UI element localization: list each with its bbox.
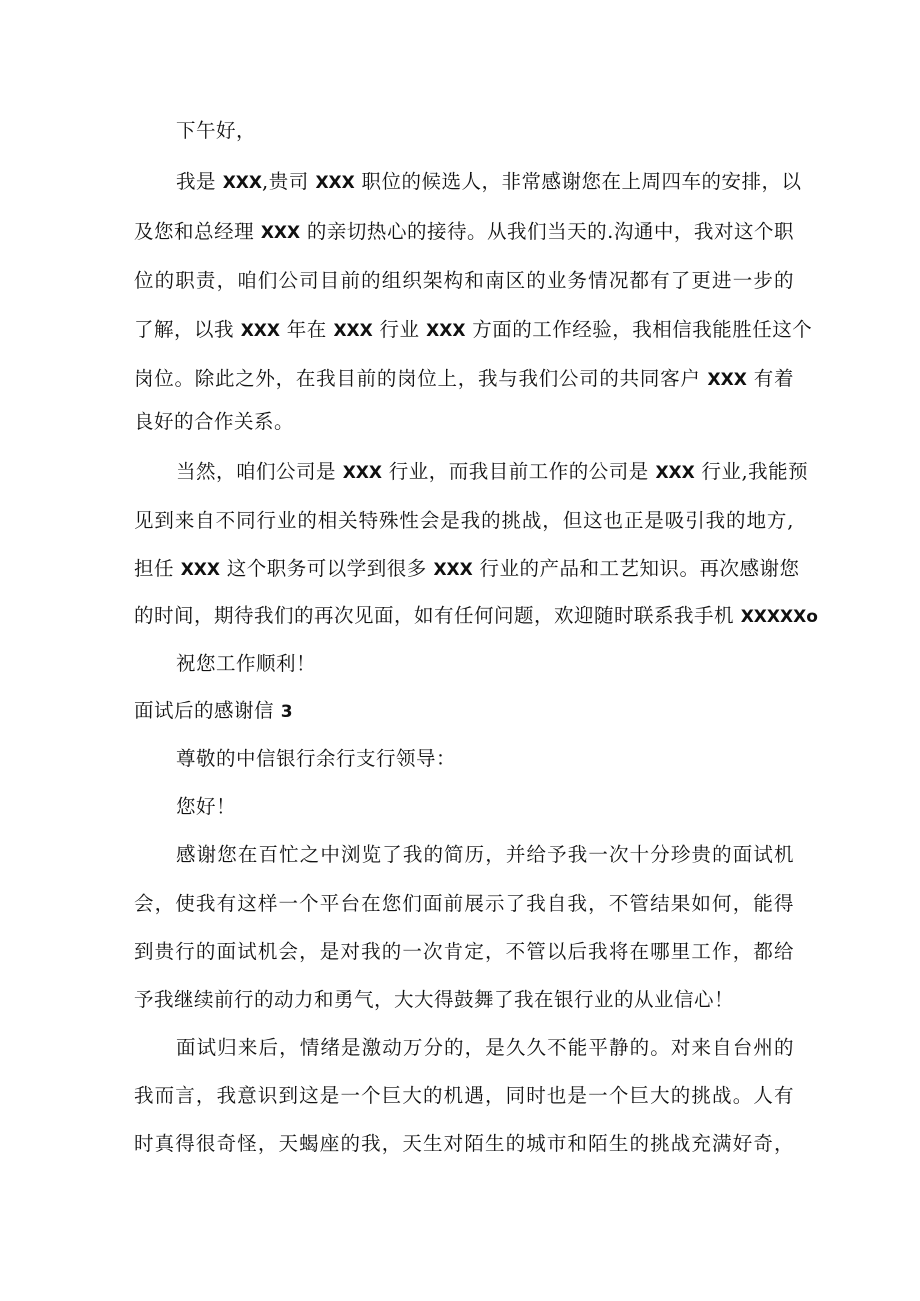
placeholder-token: XXX [342, 463, 383, 483]
paragraph-1-line-5: 岗位。除此之外，在我目前的岗位上，我与我们公司的共同客户 XXX 有着 [134, 367, 794, 390]
greeting-2-line: 您好！ [176, 795, 237, 818]
placeholder-token: XXX [260, 223, 301, 243]
placeholder-token: XXXXXo [740, 607, 818, 627]
placeholder-token: XXX [315, 173, 355, 193]
paragraph-4-line-3: 时真得很奇怪，天蝎座的我，天生对陌生的城市和陌生的挑战充满好奇， [134, 1132, 794, 1155]
placeholder-token: XXX [655, 463, 695, 483]
paragraph-3-line-1: 感谢您在百忙之中浏览了我的简历，并给予我一次十分珍贵的面试机 [176, 843, 794, 866]
paragraph-1-line-4: 了解，以我 XXX 年在 XXX 行业 XXX 方面的工作经验，我相信我能胜任这个 [134, 318, 813, 341]
paragraph-2-line-1: 当然，咱们公司是 XXX 行业，而我目前工作的公司是 XXX 行业,我能预 [176, 460, 809, 483]
paragraph-2-line-3: 担任 XXX 这个职务可以学到很多 XXX 行业的产品和工艺知识。再次感谢您 [134, 557, 800, 580]
paragraph-1-line-2: 及您和总经理 XXX 的亲切热心的接待。从我们当天的.沟通中，我对这个职 [134, 220, 794, 243]
paragraph-4-line-2: 我而言，我意识到这是一个巨大的机遇，同时也是一个巨大的挑战。人有 [134, 1084, 794, 1107]
paragraph-2-line-4: 的时间，期待我们的再次见面，如有任何问题，欢迎随时联系我手机 XXXXXo [134, 604, 818, 627]
placeholder-token: XXX [333, 321, 373, 341]
paragraph-1-line-1: 我是 XXX,贵司 XXX 职位的候选人，非常感谢您在上周四车的安排，以 [176, 170, 802, 193]
paragraph-3-line-3: 到贵行的面试机会，是对我的一次肯定，不管以后我将在哪里工作，都给 [134, 940, 794, 963]
paragraph-3-line-4: 予我继续前行的动力和勇气，大大得鼓舞了我在银行业的从业信心！ [134, 988, 735, 1011]
paragraph-1-line-6: 良好的合作关系。 [134, 410, 295, 433]
placeholder-token: XXX [433, 560, 473, 580]
placeholder-token: 3 [280, 702, 293, 722]
paragraph-4-line-1: 面试归来后，情绪是激动万分的，是久久不能平静的。对来自台州的 [176, 1036, 794, 1059]
placeholder-token: XXX [180, 560, 221, 580]
greeting-line: 下午好， [176, 119, 257, 142]
paragraph-2-line-2: 见到来自不同行业的相关特殊性会是我的挑战，但这也正是吸引我的地方, [134, 509, 794, 532]
section-title: 面试后的感谢信 3 [134, 699, 293, 722]
placeholder-token: XXX [240, 321, 281, 341]
paragraph-3-line-2: 会，使我有这样一个平台在您们面前展示了我自我，不管结果如何，能得 [134, 892, 794, 915]
closing-line: 祝您工作顺利！ [176, 652, 317, 675]
placeholder-token: XXX [222, 173, 263, 193]
paragraph-1-line-3: 位的职责，咱们公司目前的组织架构和南区的业务情况都有了更进一步的 [134, 269, 794, 292]
placeholder-token: XXX [426, 321, 466, 341]
placeholder-token: XXX [707, 370, 747, 390]
salutation-line: 尊敬的中信银行余行支行领导： [176, 747, 457, 770]
